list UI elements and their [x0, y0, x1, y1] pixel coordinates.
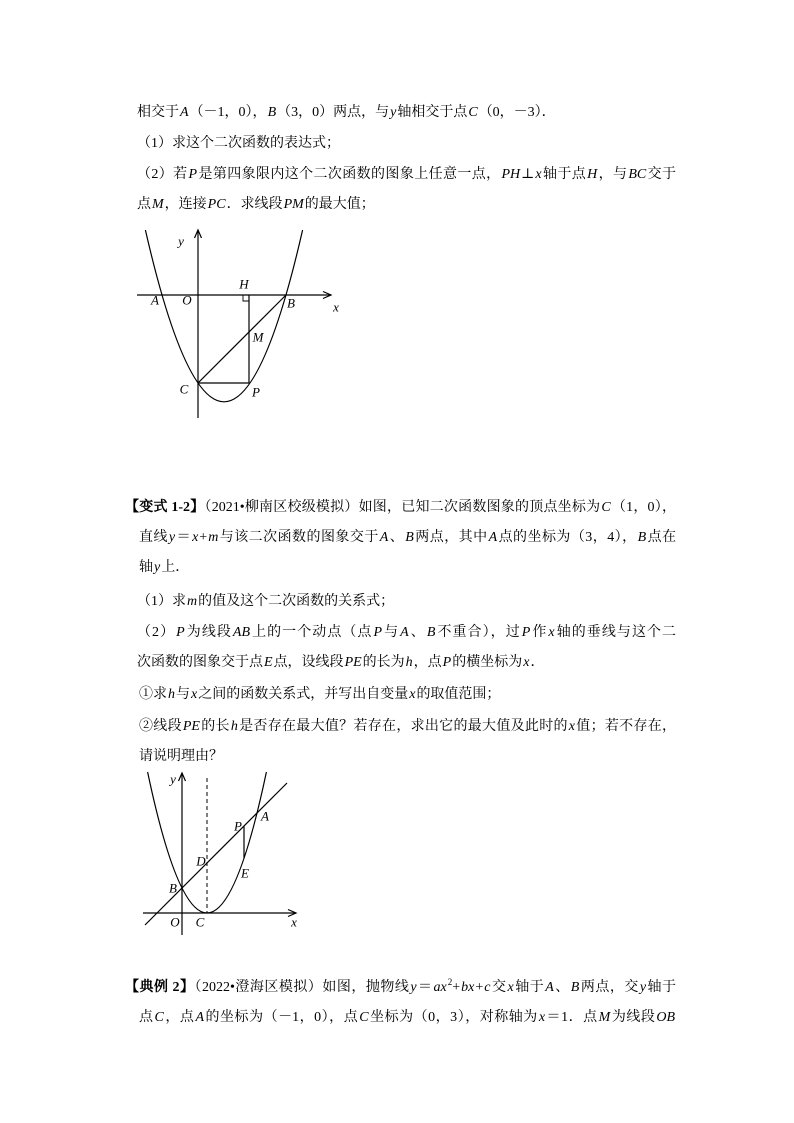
point-a-label: A	[151, 292, 159, 308]
origin-label: O	[182, 292, 192, 308]
text-run: 直线	[139, 530, 168, 545]
math-variable: x	[192, 530, 199, 545]
math-variable: C	[468, 105, 478, 120]
math-variable: x	[409, 687, 416, 702]
math-variable: x	[568, 719, 575, 734]
point-b-label: B	[287, 295, 295, 311]
variant-1-2-line-1	[125, 498, 676, 518]
text-run: ，点	[164, 1010, 195, 1025]
math-variable: C	[601, 500, 611, 515]
math-variable: A	[400, 625, 409, 640]
math-variable: B	[267, 105, 277, 120]
text-run: 交	[491, 980, 507, 995]
text-run: 的取值范围；	[416, 687, 501, 702]
math-variable: PC	[207, 197, 226, 212]
text-run: 轴	[139, 560, 153, 575]
math-variable: bx	[461, 980, 475, 995]
math-variable: C	[359, 1010, 369, 1025]
text-run: 的坐标为（－1，0），点	[205, 1010, 359, 1025]
text-run: 与该二次函数的图象交于	[219, 530, 379, 545]
text-run: 、	[389, 530, 405, 545]
math-variable: C	[154, 1010, 164, 1025]
text-run: 轴的垂线与这个二	[555, 625, 677, 640]
variant-1-2-subquestion-2-line-2	[139, 747, 676, 767]
text-run: ＝	[176, 530, 192, 545]
text-run: 轴于点	[542, 167, 587, 182]
math-variable: E	[264, 655, 273, 670]
text-run: （1）求	[137, 594, 186, 609]
text-run: 上．	[161, 560, 190, 575]
point-m-label: M	[252, 329, 264, 345]
math-variable: m	[187, 594, 198, 609]
math-variable: x	[507, 980, 514, 995]
math-variable: h	[230, 719, 238, 734]
text-run: +	[452, 980, 461, 995]
math-variable: PM	[283, 197, 304, 212]
text-run: 点在	[647, 530, 677, 545]
math-variable: H	[587, 167, 598, 182]
point-e-label: E	[241, 865, 249, 881]
text-run: 轴于	[647, 980, 677, 995]
text-run: 点	[137, 197, 151, 212]
variant-1-2-subquestion-2-line-1	[139, 717, 676, 737]
text-run: 轴相交于点	[397, 105, 468, 120]
text-run: 两点，其中	[414, 530, 488, 545]
math-variable: m	[208, 530, 219, 545]
variant-1-2-question-1	[137, 592, 676, 612]
math-variable: B	[637, 530, 647, 545]
text-run: ①求	[139, 687, 167, 702]
text-run: （2022•澄海区模拟）如图，抛物线	[194, 980, 410, 995]
math-variable: ax	[433, 980, 447, 995]
parabola-curve	[145, 230, 302, 402]
math-variable: y	[390, 105, 397, 120]
text-run: 为线段	[611, 1010, 656, 1025]
math-variable: OB	[656, 1010, 676, 1025]
math-variable: y	[410, 980, 417, 995]
example-2-line-2	[139, 1008, 676, 1028]
figure-2-parabola-line-diagram	[135, 765, 305, 940]
math-variable: c	[484, 980, 491, 995]
text-run: 为线段	[185, 625, 232, 640]
text-run: 相交于	[137, 105, 179, 120]
text-run: +	[199, 530, 208, 545]
variant-1-2-line-3	[139, 558, 676, 578]
text-run: ②线段	[139, 719, 182, 734]
text-run: 之间的函数关系式，并写出自变量	[198, 687, 409, 702]
figure-1-parabola-diagram	[130, 222, 350, 427]
text-run: 作	[531, 625, 548, 640]
text-run: 交于	[647, 167, 677, 182]
x-axis-label: x	[291, 914, 297, 930]
text-run: 的最大值；	[304, 197, 375, 212]
math-variable: h	[405, 655, 413, 670]
text-run: 是第四象限内这个二次函数的图象上任意一点，	[198, 167, 501, 182]
text-run: 轴于	[514, 980, 545, 995]
right-angle-mark	[243, 295, 249, 301]
problem-question-2-line-1	[137, 165, 676, 185]
math-variable: y	[168, 530, 176, 545]
text-run: 两点，交	[580, 980, 639, 995]
text-run: +	[475, 980, 484, 995]
text-run: （1，0），	[611, 500, 676, 515]
point-h-label: H	[239, 276, 249, 292]
problem-label: 【典例 2】	[125, 980, 195, 995]
text-run: （2）若	[137, 167, 188, 182]
math-variable: P	[521, 625, 531, 640]
math-variable: A	[195, 1010, 204, 1025]
origin-label: O	[170, 914, 180, 930]
math-variable: P	[442, 655, 452, 670]
text-run: 与	[383, 625, 400, 640]
math-variable: BC	[628, 167, 647, 182]
math-variable: x	[523, 655, 530, 670]
text-run: ，点	[413, 655, 442, 670]
text-run: 上的一个动点（点	[251, 625, 373, 640]
text-run: 与	[176, 687, 190, 702]
point-p-label: P	[252, 384, 260, 400]
text-run: ，连接	[164, 197, 207, 212]
variant-1-2-question-2-line-2	[137, 653, 676, 673]
text-run: 点	[139, 1010, 154, 1025]
text-run: （2）	[137, 625, 176, 640]
y-axis-label: y	[170, 771, 176, 787]
text-run: （2021•柳南区校级模拟）如图，已知二次函数图象的顶点坐标为	[204, 500, 601, 515]
math-variable: A	[379, 530, 389, 545]
line-y-equals-x-plus-m	[145, 783, 287, 925]
variant-1-2-question-2-line-1	[137, 623, 676, 643]
x-axis-label: x	[333, 299, 339, 315]
math-variable: P	[373, 625, 383, 640]
text-run: （0，－3）．	[478, 105, 556, 120]
math-variable: h	[168, 687, 175, 702]
math-variable: x	[548, 625, 555, 640]
math-variable: B	[570, 980, 580, 995]
text-run: 的长为	[362, 655, 405, 670]
text-run: ．求线段	[226, 197, 283, 212]
math-variable: B	[426, 625, 436, 640]
text-run: 、	[554, 980, 570, 995]
math-variable: AB	[232, 625, 251, 640]
point-p-label: P	[234, 818, 242, 834]
point-a-label: A	[261, 808, 269, 824]
point-d-label: D	[196, 853, 206, 869]
variant-1-2-line-2	[139, 528, 676, 548]
math-variable: x	[191, 687, 198, 702]
math-variable: PE	[182, 719, 200, 734]
segment-bc	[198, 295, 286, 383]
example-2-line-1	[125, 978, 676, 998]
math-variable: B	[405, 530, 414, 545]
math-variable: A	[180, 105, 189, 120]
math-variable: y	[154, 560, 161, 575]
text-run: 的值及这个二次函数的关系式；	[198, 594, 395, 609]
problem-question-2-line-2	[137, 195, 676, 215]
text-run: （－1，0），	[189, 105, 267, 120]
math-variable: P	[188, 167, 198, 182]
math-variable: P	[176, 625, 185, 640]
problem-label: 【变式 1-2】	[125, 500, 205, 515]
text-run: 点的坐标为（3，4），	[498, 530, 637, 545]
point-c-label: C	[179, 381, 189, 397]
math-variable: y	[639, 980, 647, 995]
math-variable: PE	[344, 655, 362, 670]
problem-question-1	[137, 134, 676, 154]
text-run: 次函数的图象交于点	[137, 655, 263, 670]
math-variable: M	[152, 197, 164, 212]
variant-1-2-subquestion-1	[139, 685, 676, 705]
text-run: 的横坐标为	[452, 655, 523, 670]
math-variable: PH	[501, 167, 521, 182]
text-run: 坐标为（0，3），对称轴为	[369, 1010, 538, 1025]
math-variable: x	[535, 167, 542, 182]
text-run: 是否存在最大值？若存在，求出它的最大值及此时的	[238, 719, 568, 734]
text-run: 请说明理由？	[139, 749, 223, 764]
text-run: （1）求这个二次函数的表达式；	[137, 136, 340, 151]
text-run: 点，设线段	[273, 655, 344, 670]
exponent: 2	[447, 977, 453, 987]
problem-line-1	[137, 103, 676, 123]
text-run: ＝1．点	[546, 1010, 598, 1025]
math-variable: A	[545, 980, 554, 995]
text-run: 值；若不存在，	[576, 719, 677, 734]
text-run: ，与	[598, 167, 628, 182]
math-variable: M	[598, 1010, 611, 1025]
text-run: ⊥	[521, 167, 535, 182]
text-run: 不重合），过	[436, 625, 521, 640]
text-run: 、	[409, 625, 426, 640]
point-b-label: B	[169, 880, 177, 896]
text-run: ．	[530, 655, 545, 670]
math-variable: A	[488, 530, 498, 545]
math-variable: x	[538, 1010, 546, 1025]
text-run: ＝	[417, 980, 433, 995]
text-run: （3，0）两点，与	[277, 105, 390, 120]
y-axis-label: y	[178, 233, 184, 249]
point-c-label: C	[195, 914, 205, 930]
text-run: 的长	[200, 719, 230, 734]
